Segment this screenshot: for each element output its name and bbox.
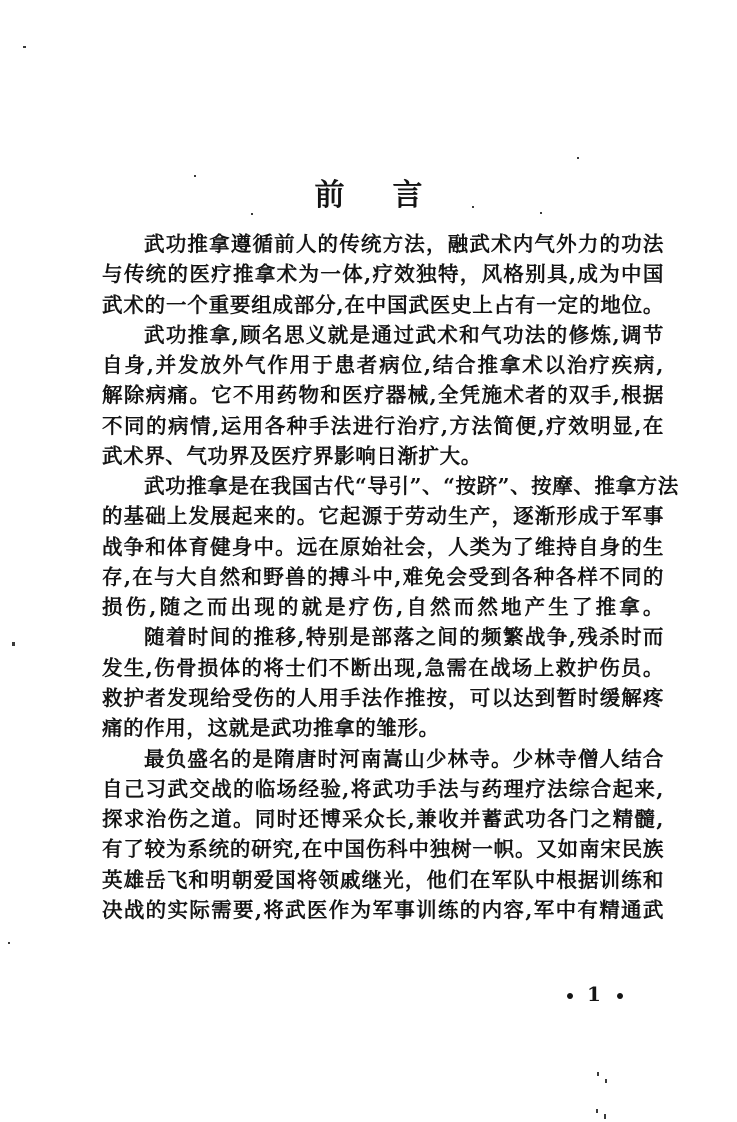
text-line: 解除病痛。它不用药物和医疗器械,全凭施术者的双手,根据 — [102, 383, 664, 408]
text-line: 武功推拿遵循前人的传统方法，融武术内气外力的功法 — [144, 232, 664, 256]
page-number: 1 — [553, 982, 637, 1006]
scan-speck — [577, 157, 579, 159]
text-line: 救护者发现给受伤的人用手法作推按，可以达到暂时缓解疼 — [102, 685, 664, 710]
paragraph-2 — [102, 320, 664, 471]
title-char-2: 言 — [392, 178, 423, 214]
scan-speck — [540, 212, 542, 214]
text-line: 最负盛名的是隋唐时河南嵩山少林寺。少林寺僧人结合 — [144, 746, 664, 771]
scan-speck — [194, 175, 196, 177]
scan-speck — [251, 213, 253, 215]
page-title — [0, 170, 737, 214]
text-line: 与传统的医疗推拿术为一体,疗效独特，风格别具,成为中国 — [102, 262, 664, 287]
text-line: 战争和体育健身中。远在原始社会，人类为了维持自身的生 — [102, 534, 664, 559]
text-line: 存,在与大自然和野兽的搏斗中,难免会受到各种各样不同的 — [102, 564, 664, 589]
text-line: 自身,并发放外气作用于患者病位,结合推拿术以治疗疾病, — [102, 353, 664, 378]
text-line: 自己习武交战的临场经验,将武功手法与药理疗法综合起来, — [102, 776, 664, 801]
text-line: 不同的病情,运用各种手法进行治疗,方法简便,疗效明显,在 — [102, 413, 664, 438]
bullet-dot-icon — [567, 993, 573, 999]
text-line: 发生,伤骨损体的将士们不断出现,急需在战场上救护伤员。 — [102, 655, 664, 680]
paragraph-4 — [102, 622, 664, 743]
title-char-1: 前 — [314, 178, 345, 214]
paragraph-1 — [102, 229, 664, 320]
scan-speck — [12, 642, 15, 646]
paragraph-3 — [102, 471, 679, 622]
scan-speck — [596, 1109, 598, 1113]
scan-speck — [605, 1079, 607, 1083]
scan-speck — [8, 942, 10, 944]
text-line: 的基础上发展起来的。它起源于劳动生产，逐渐形成于军事 — [102, 504, 664, 529]
paragraph-5 — [102, 744, 664, 926]
text-line: 决战的实际需要,将武医作为军事训练的内容,军中有精通武 — [102, 897, 664, 922]
body-text — [102, 229, 679, 925]
scan-speck — [23, 46, 26, 48]
scan-speck — [604, 1114, 606, 1119]
text-line: 英雄岳飞和明朝爱国将领戚继光，他们在军队中根据训练和 — [102, 867, 664, 892]
bullet-dot-icon — [617, 993, 623, 999]
text-line: 随着时间的推移,特别是部落之间的频繁战争,残杀时而 — [144, 625, 664, 650]
text-line: 痛的作用，这就是武功推拿的雏形。 — [102, 716, 440, 741]
scan-speck — [597, 1072, 599, 1076]
text-line: 武术界、气功界及医疗界影响日渐扩大。 — [102, 443, 482, 468]
scan-speck — [472, 206, 474, 208]
text-line: 探求治伤之道。同时还博采众长,兼收并蓄武功各门之精髓, — [102, 807, 664, 832]
text-line: 损伤,随之而出现的就是疗伤,自然而然地产生了推拿。 — [102, 595, 664, 620]
text-line: 武功推拿,顾名思义就是通过武术和气功法的修炼,调节 — [144, 322, 664, 347]
text-line: 武术的一个重要组成部分,在中国武医史上占有一定的地位。 — [102, 292, 664, 317]
text-line: 有了较为系统的研究,在中国伤科中独树一帜。又如南宋民族 — [102, 837, 664, 862]
text-line: 武功推拿是在我国古代“导引”、“按跻”、按摩、推拿方法 — [144, 474, 679, 499]
